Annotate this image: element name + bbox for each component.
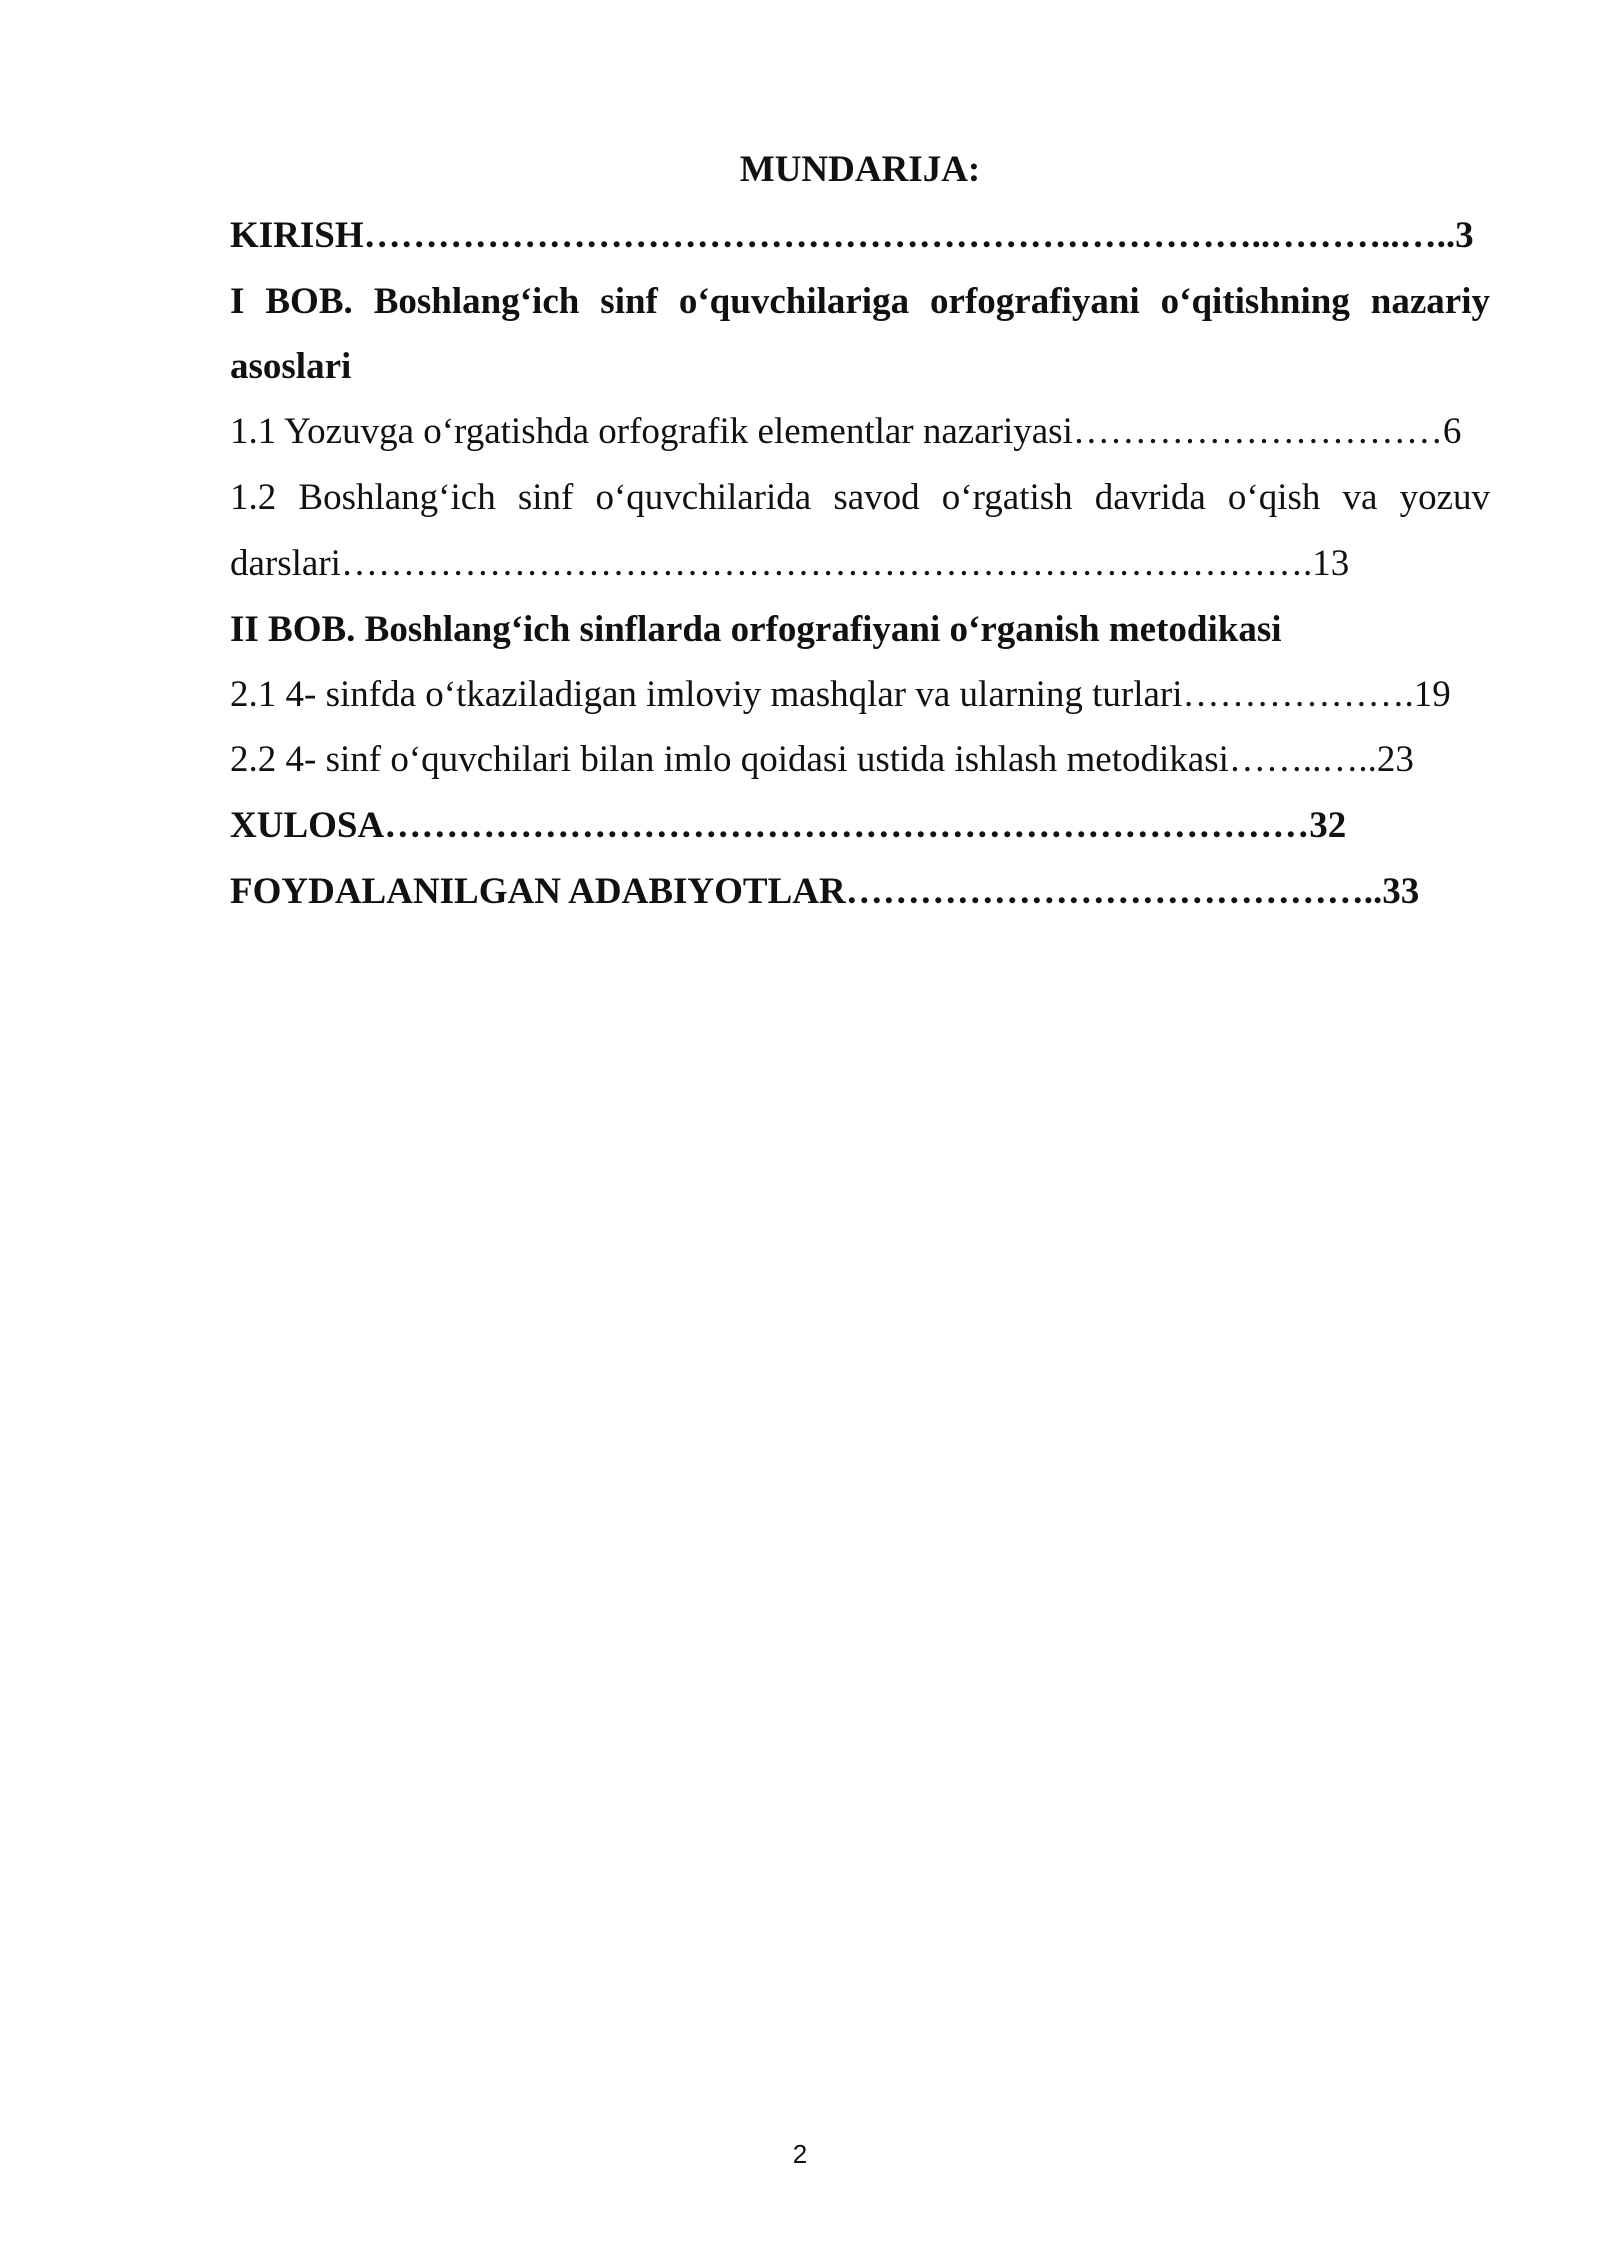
toc-chapter-1-line-2: asoslari — [230, 346, 352, 387]
toc-entry-1-2-line-1: 1.2 Boshlang‘ich sinf o‘quvchilarida savod o‘rgatish davrida o‘qish va yozuv — [230, 477, 1490, 518]
toc-entry-2-2: 2.2 4- sinf o‘quvchilari bilan imlo qoidasi ustida ishlash metodikasi……..…..23 — [230, 739, 1414, 780]
toc-title: MUNDARIJA: — [739, 149, 981, 190]
toc-chapter-2: II BOB. Boshlang‘ich sinflarda orfografiyani o‘rganish metodikasi — [230, 609, 1282, 650]
page-number: 2 — [792, 2139, 808, 2169]
toc-entry-references: FOYDALANILGAN ADABIYOTLAR……………………………………..33 — [230, 871, 1420, 912]
toc-entry-1-2-line-2: darslari…………………………………………………………………….13 — [230, 543, 1350, 584]
toc-entry-kirish: KIRISH………………………………………………………………..………..…..3 — [230, 215, 1474, 256]
toc-entry-1-1: 1.1 Yozuvga o‘rgatishda orfografik elementlar nazariyasi…………………………6 — [230, 411, 1462, 452]
toc-entry-2-1: 2.1 4- sinfda o‘tkaziladigan imloviy mashqlar va ularning turlari……………….19 — [230, 674, 1451, 715]
toc-chapter-1-line-1: I BOB. Boshlang‘ich sinf o‘quvchilariga orfografiyani o‘qitishning nazariy — [230, 281, 1490, 322]
toc-entry-xulosa: XULOSA…………………………………………………………………32 — [230, 805, 1347, 846]
